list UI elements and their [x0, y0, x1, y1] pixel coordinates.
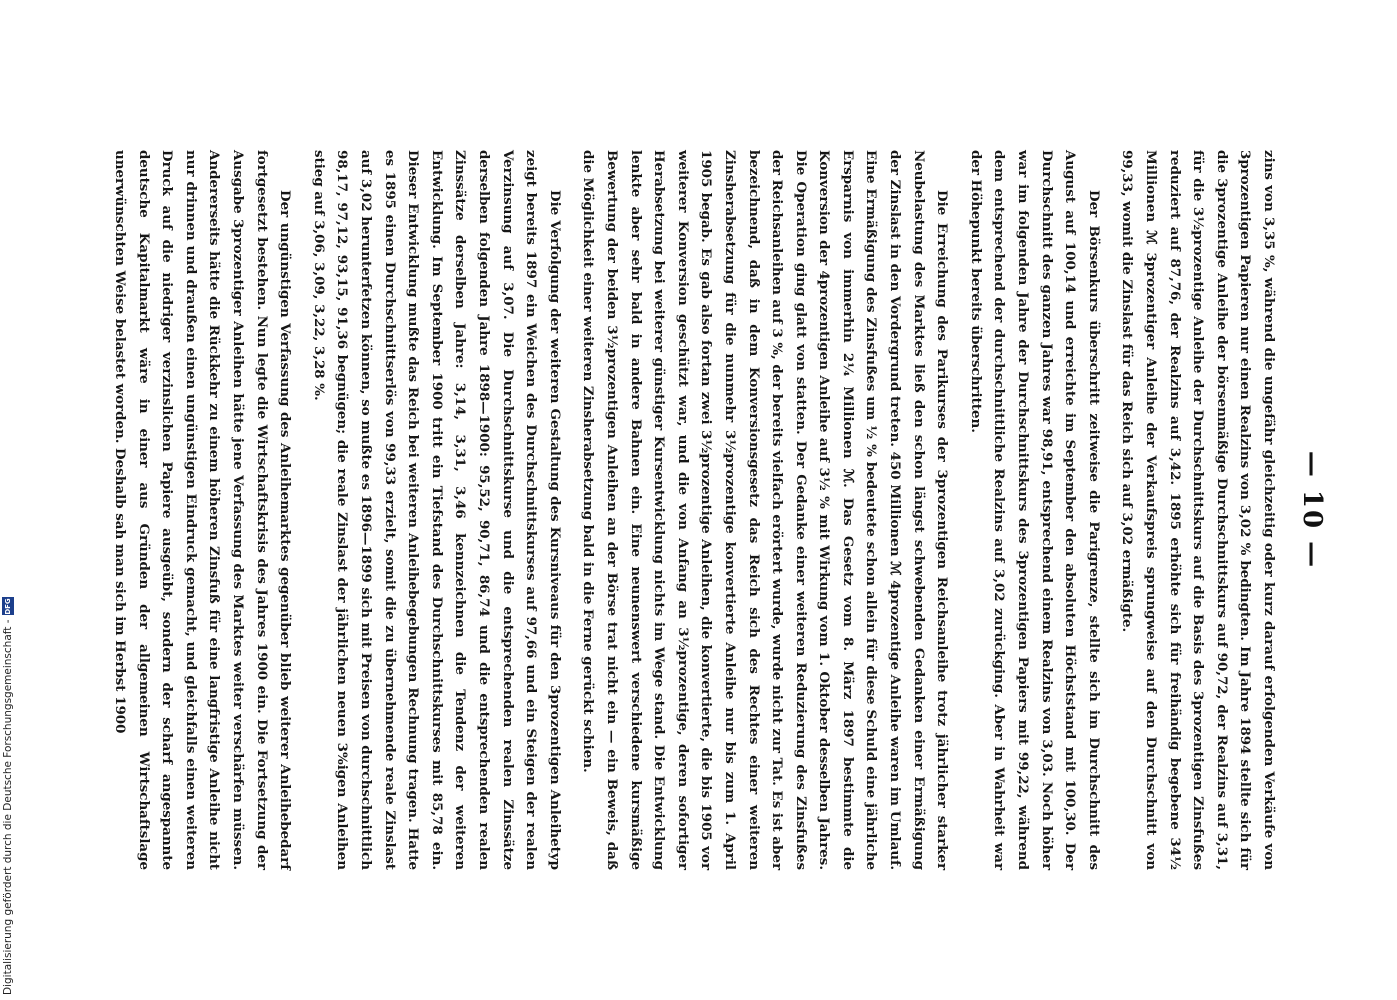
paragraph-4: Die Verfolgung der weiteren Gestaltung des Kursniveaus für den 3prozentigen Anleihetyp zeigt bereits 1897 ein Weichen des Durchschnittskurses auf 97,66 und ein Steigen der realen Verzinsung auf 3,07. Die Durchschnittskurse und die entsprechenden realen Zinssätze derselben folgenden Jahre 1898—1900: 95,52, 90,71, 86,74 und die entsprechenden realen Zinssätze derselben Jahre: 3,14, 3,31, 3,46 kennzeichnen die Tendenz der weiteren Entwicklung. Im September 1900 tritt ein Tiefstand des Durchschnittskurses mit 85,78 ein. Dieser Entwicklung mußte das Reich bei weiteren Anleihebegebungen Rechnung tragen. Hatte es 1895 einen Durchschnittserlös von 99,33 erzielt, somit die zu übernehmende reale Zinslast auf 3,02 herunterfetzen können, so mußte es 1896—1899 sich mit Preisen von durchschnittlich 98,17, 97,12, 93,15, 91,36 begnügen; die reale Zinslast der jährlichen neuen 3%igen Anleihen stieg auf 3,06, 3,09, 3,22, 3,28 %.: [310, 150, 563, 870]
paragraph-1: zins von 3,35 %, während die ungefähr gleichzeitig oder kurz darauf erfolgenden Verkäufe von 3prozentigen Papieren nur einen Realzins von 3,02 % bedingten. Im Jahre 1894 stellte sich für die 3prozentige Anleihe der börsenmäßige Durchschnittskurs auf 90,72, der Realzins auf 3,31, für die 3½prozentige Anleihe der Durchschnittskurs auf die Basis des 3prozentigen Zinsfußes reduziert auf 87,76, der Realzins auf 3,42. 1895 erhöhte sich für freihändig begebene 34½ Millionen ℳ 3prozentiger Anleihe der Verkaufspreis sprungweise auf den Durchschnitt von 99,33, womit die Zinslast für das Reich sich auf 3,02 ermäßigte.: [1119, 150, 1277, 870]
digitization-credit: [0, 597, 16, 995]
credit-text: Digitalisierung gefördert durch die Deutsche Forschungsgemeinschaft -: [2, 619, 14, 995]
dfg-logo-icon: DFG: [4, 598, 12, 615]
paragraph-3: Die Erreichung des Parikurses der 3prozentigen Reichsanleihe trotz jährlicher starker Neubelastung des Marktes ließ den schon längst schwebenden Gedanken einer Ermäßigung der Zinslast in den Vordergrund treten. 450 Millionen ℳ 4prozentige Anleihe waren im Umlauf. Eine Ermäßigung des Zinsfußes um ½ % bedeutete schon allein für diese Schuld eine jährliche Ersparnis von immerhin 2¼ Millionen ℳ. Das Gesetz vom 8. März 1897 bestimmte die Konversion der 4prozentigen Anleihe auf 3½ % mit Wirkung vom 1. Oktober desselben Jahres. Die Operation ging glatt von statten. Der Gedanke einer weiteren Reduzierung des Zinsfußes der Reichsanleihen auf 3 %, der bereits vielfach erörtert wurde, wurde nicht zur Tat. Es ist aber bezeichnend, daß in dem Konversionsgesetz das Reich sich des Rechtes einer weiteren Zinsherabsetzung für die nunmehr 3½prozentige konvertierte Anleihe nur bis zum 1. April 1905 begab. Es gab also fortan zwei 3½prozentige Anleihen, die konvertierte, die bis 1905 vor weiterer Konversion geschützt war, und die von Anfang an 3½prozentige, deren sofortiger Herabsetzung bei weiterer günstiger Kursentwicklung nichts im Wege stand. Die Entwicklung lenkte aber sehr bald in andere Bahnen ein. Eine neunenswert verschiedene kursmäßige Bewertung der beiden 3½prozentigen Anleihen an der Börse trat nicht ein — ein Beweis, daß die Möglichkeit einer weiteren Zinsherabsetzung bald in die Ferne gerückt schien.: [580, 150, 951, 870]
rotated-text-block: [112, 150, 1330, 870]
page-number: — 10 —: [1297, 450, 1327, 570]
paragraph-5: Der ungünstigen Verfassung des Anleihemarktes gegenüber blieb weiterer Anleihebedarf fortgesetzt bestehen. Nun legte die Wirtschaftskrisis des Jahres 1900 ein. Die Fortsetzung der Ausgabe 3prozentiger Anleihen hätte jene Verfassung des Marktes weiter verschärfen müssen. Andererseits hätte die Rückkehr zu einem höheren Zinsfuß für eine langfristige Anleihe nicht nur drinnen und draußen einen ungünstigen Eindruck gemacht, und gleichfalls einen weiteren Druck auf die niedriger verzinslichen Papiere ausgeübt, sondern der scharf angespannte deutsche Kapitalmarkt wäre in einer aus Gründen der allgemeinen Wirtschaftslage unerwünschten Weise belastet worden. Deshalb sah man sich im Herbst 1900: [112, 150, 294, 870]
paragraph-2: Der Börsenkurs überschritt zeitweise die Parigrenze, stellte sich im Durchschnitt des August auf 100,14 und erreichte im September den absoluten Höchststand mit 100,30. Der Durchschnitt des ganzen Jahres war 98,91, entsprechend einem Realzins von 3,03. Noch höher war im folgenden Jahre der Durchschnittskurs des 3prozentigen Papiers mit 99,22, während dem entsprechend der durchschnittliche Realzins auf 3,02 zurückging. Aber in Wahrheit war der Höhepunkt bereits überschritten.: [967, 150, 1102, 870]
